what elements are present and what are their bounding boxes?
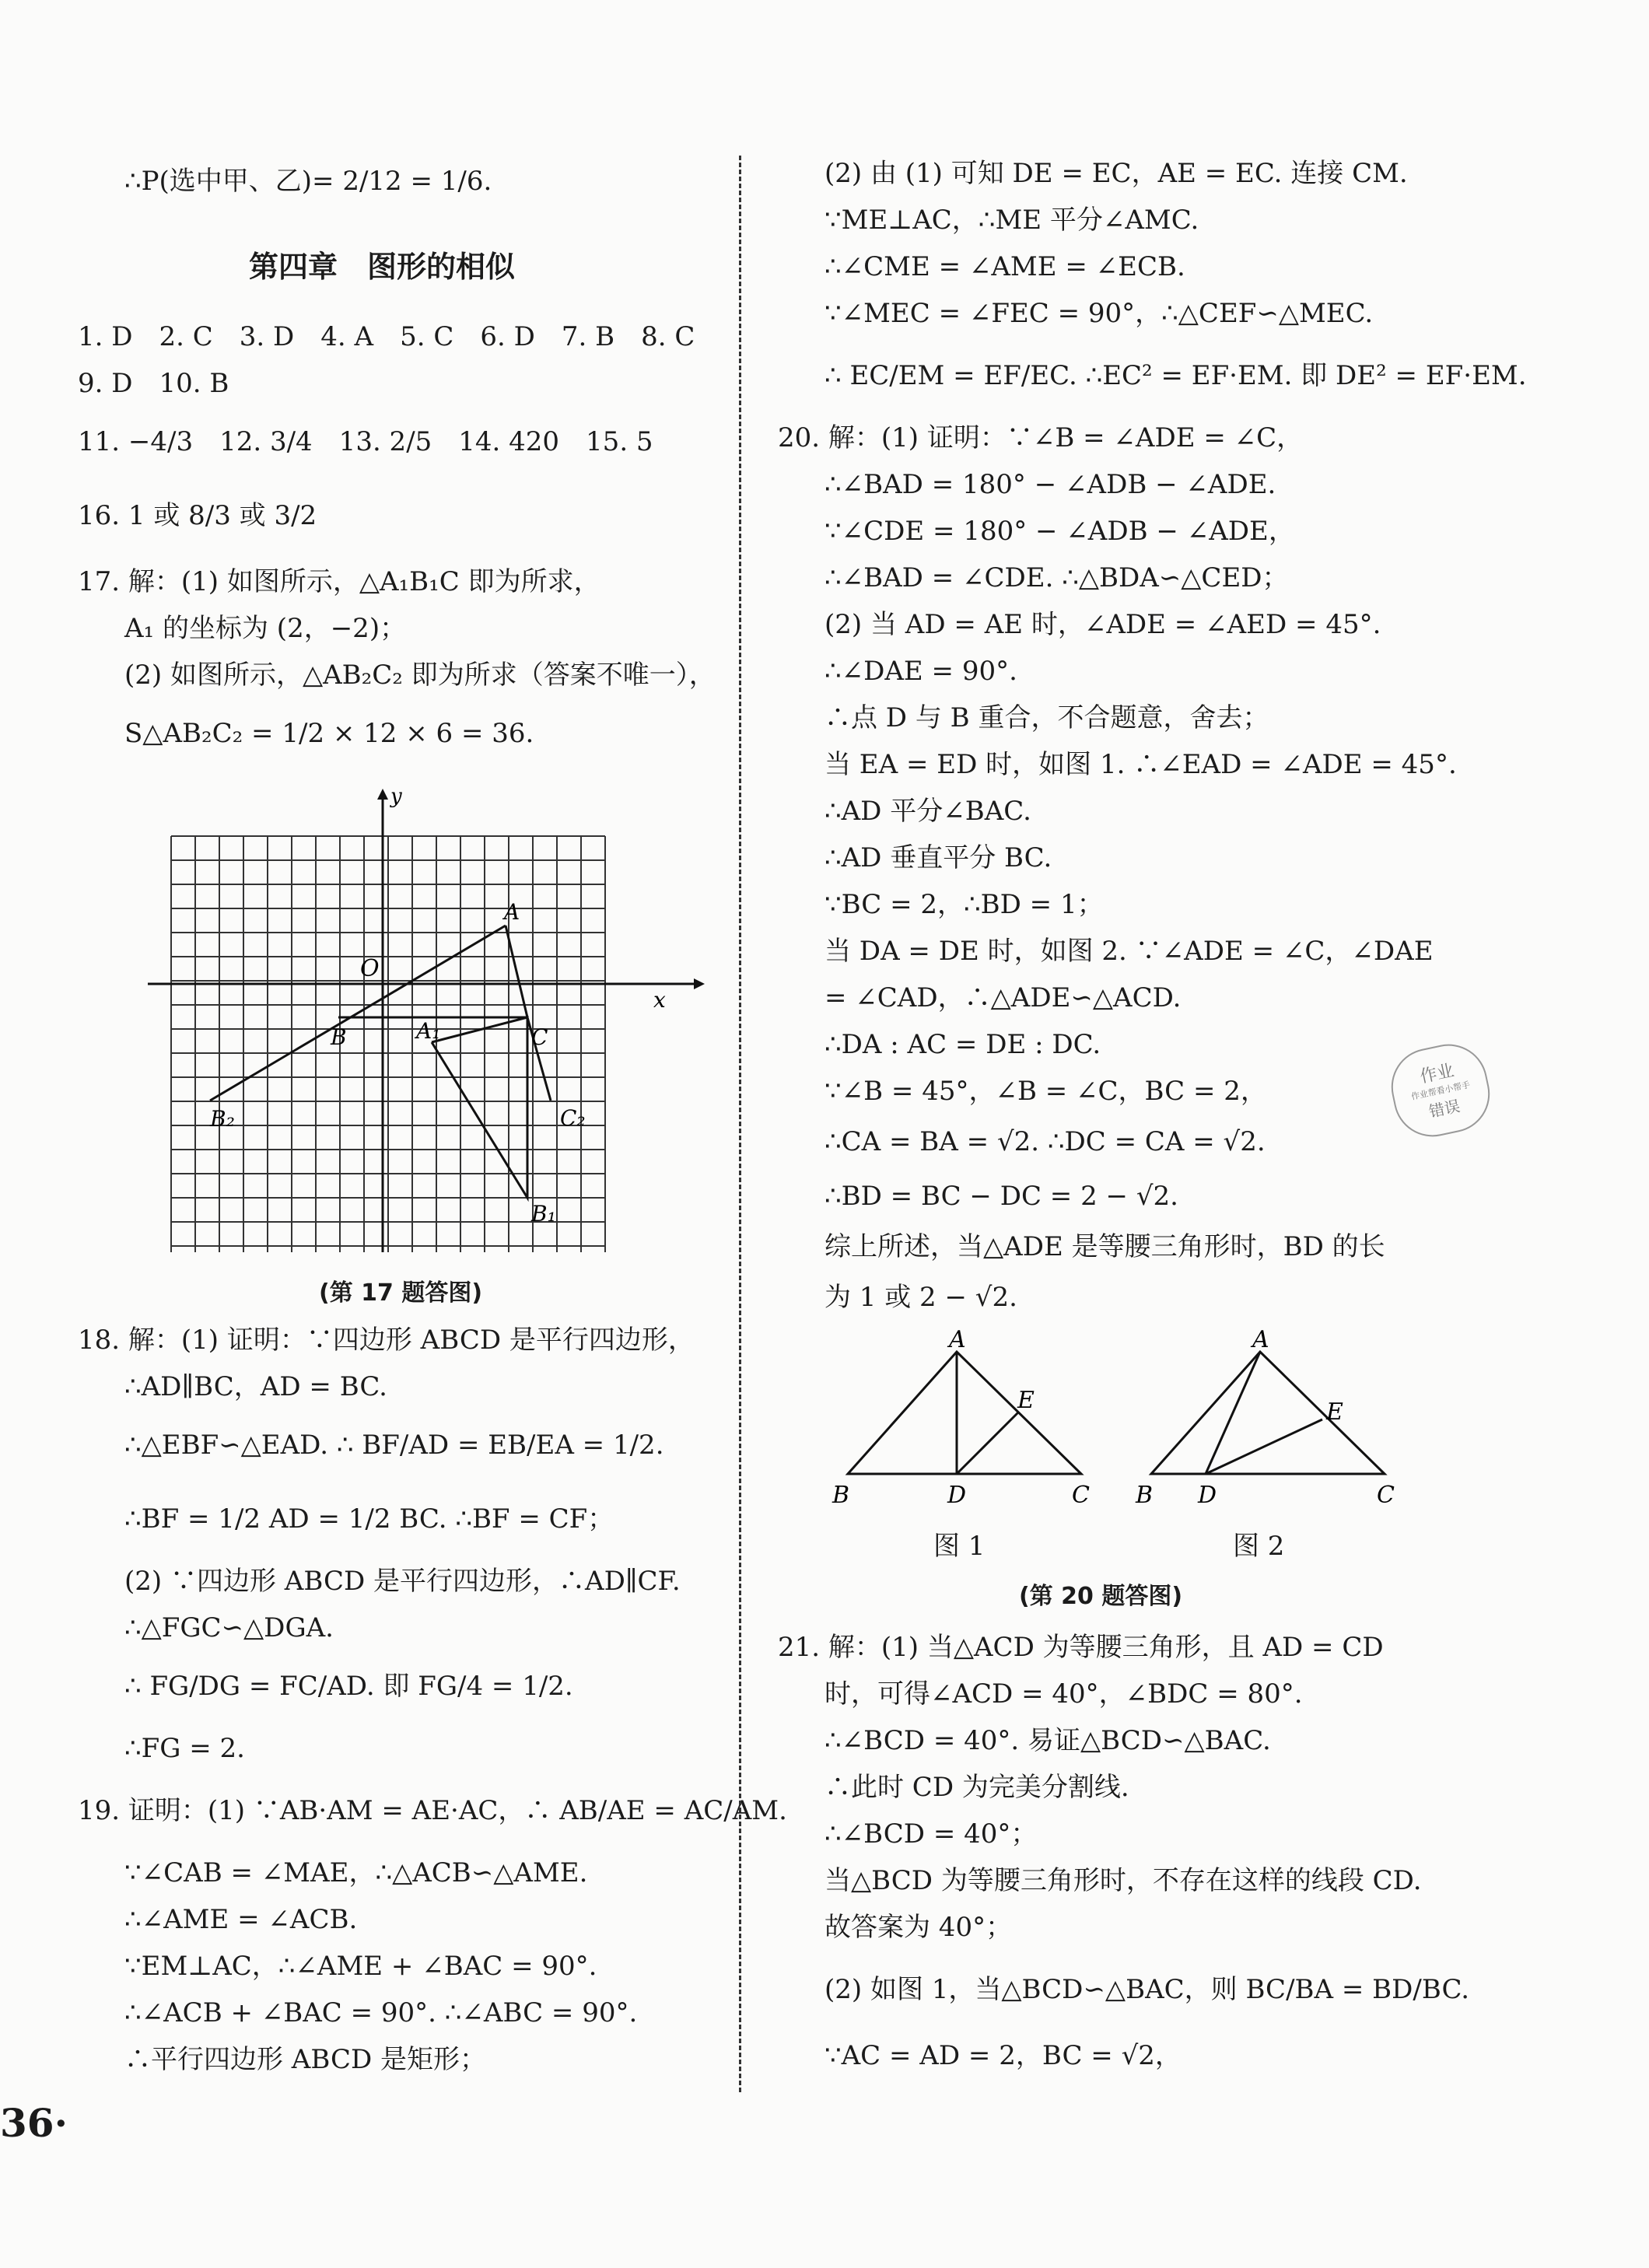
page-number: 36· — [0, 2100, 68, 2146]
right-line-25: 图 2 — [1233, 1531, 1285, 1562]
right-line-17: = ∠CAD，∴△ADE∽△ACD. — [824, 982, 1182, 1013]
right-line-4: ∴ EC/EM = EF/EC. ∴EC² = EF·EM. 即 DE² = EF·EM. — [824, 360, 1527, 391]
fig2-label-A: A — [1252, 1330, 1269, 1353]
left-line-11: 18. 解：(1) 证明：∵四边形 ABCD 是平行四边形， — [78, 1325, 695, 1356]
right-line-27: 21. 解：(1) 当△ACD 为等腰三角形，且 AD = CD — [778, 1632, 1384, 1663]
right-line-28: 时，可得∠ACD = 40°，∠BDC = 80°. — [824, 1678, 1303, 1710]
right-line-11: ∴点 D 与 B 重合，不合题意，舍去； — [824, 702, 1269, 733]
label-C2: C₂ — [560, 1105, 586, 1131]
right-line-2: ∴∠CME = ∠AME = ∠ECB. — [824, 251, 1185, 282]
left-line-20: ∵∠CAB = ∠MAE，∴△ACB∽△AME. — [124, 1857, 588, 1888]
left-line-12: ∴AD∥BC，AD = BC. — [124, 1371, 387, 1402]
left-line-18: ∴FG = 2. — [124, 1733, 245, 1764]
fig2-label-C: C — [1377, 1482, 1395, 1509]
right-line-8: ∴∠BAD = ∠CDE. ∴△BDA∽△CED； — [824, 562, 1289, 593]
left-line-10: (第 17 题答图) — [319, 1279, 483, 1307]
left-line-1: 第四章 图形的相似 — [249, 250, 516, 284]
left-line-14: ∴BF = 1/2 AD = 1/2 BC. ∴BF = CF； — [124, 1503, 614, 1535]
right-line-35: ∵AC = AD = 2，BC = √2， — [824, 2040, 1182, 2071]
left-line-13: ∴△EBF∽△EAD. ∴ BF/AD = EB/EA = 1/2. — [124, 1430, 664, 1461]
label-A1: A₁ — [416, 1018, 441, 1044]
right-line-7: ∵∠CDE = 180° − ∠ADB − ∠ADE， — [824, 516, 1295, 547]
label-O: O — [360, 955, 380, 982]
left-line-15: (2) ∵四边形 ABCD 是平行四边形，∴AD∥CF. — [124, 1566, 681, 1597]
left-line-8: (2) 如图所示，△AB₂C₂ 即为所求（答案不唯一）， — [124, 660, 716, 691]
right-line-9: (2) 当 AD = AE 时，∠ADE = ∠AED = 45°. — [824, 609, 1381, 640]
right-line-14: ∴AD 垂直平分 BC. — [824, 842, 1052, 873]
left-line-19: 19. 证明：(1) ∵AB·AM = AE·AC，∴ AB/AE = AC/AM. — [78, 1795, 787, 1826]
left-line-0: ∴P(选中甲、乙)= 2/12 = 1/6. — [124, 166, 492, 197]
fig1-DE — [957, 1412, 1019, 1474]
fig1-label-E: E — [1017, 1387, 1035, 1414]
fig2-label-D: D — [1198, 1482, 1217, 1509]
right-line-33: 故答案为 40°； — [824, 1912, 1013, 1943]
right-line-26: (第 20 题答图) — [1019, 1583, 1183, 1610]
right-line-18: ∴DA : AC = DE : DC. — [824, 1029, 1101, 1060]
fig1-label-C: C — [1072, 1482, 1090, 1509]
left-line-2: 1. D 2. C 3. D 4. A 5. C 6. D 7. B 8. C — [78, 321, 695, 352]
right-line-31: ∴∠BCD = 40°； — [824, 1818, 1038, 1850]
figure-20 — [824, 1330, 1447, 1517]
right-line-15: ∵BC = 2，∴BD = 1； — [824, 889, 1104, 920]
fig1-label-D: D — [947, 1482, 967, 1509]
left-line-7: A₁ 的坐标为 (2，−2)； — [124, 613, 407, 644]
right-line-21: ∴BD = BC − DC = 2 − √2. — [824, 1181, 1178, 1212]
right-line-19: ∵∠B = 45°，∠B = ∠C，BC = 2， — [824, 1076, 1267, 1107]
right-line-0: (2) 由 (1) 可知 DE = EC，AE = EC. 连接 CM. — [824, 158, 1408, 189]
right-line-30: ∴此时 CD 为完美分割线. — [824, 1772, 1129, 1803]
right-line-20: ∴CA = BA = √2. ∴DC = CA = √2. — [824, 1126, 1266, 1157]
label-B: B — [331, 1024, 347, 1050]
left-line-4: 11. −4/3 12. 3/4 13. 2/5 14. 420 15. 5 — [78, 426, 653, 457]
fig2-label-E: E — [1326, 1398, 1343, 1426]
label-B2: B₂ — [210, 1106, 235, 1132]
right-line-24: 图 1 — [933, 1531, 986, 1562]
right-line-10: ∴∠DAE = 90°. — [824, 656, 1017, 687]
right-line-22: 综上所述，当△ADE 是等腰三角形时，BD 的长 — [824, 1231, 1385, 1262]
left-line-17: ∴ FG/DG = FC/AD. 即 FG/4 = 1/2. — [124, 1671, 573, 1702]
left-line-23: ∴∠ACB + ∠BAC = 90°. ∴∠ABC = 90°. — [124, 1997, 638, 2028]
fig1-triangle — [848, 1352, 1081, 1474]
triangle-A1B1C — [432, 1017, 527, 1198]
left-line-24: ∴平行四边形 ABCD 是矩形； — [124, 2044, 487, 2075]
left-line-16: ∴△FGC∽△DGA. — [124, 1612, 334, 1643]
left-line-9: S△AB₂C₂ = 1/2 × 12 × 6 = 36. — [124, 718, 534, 749]
label-A: A — [504, 899, 520, 925]
label-C: C — [531, 1024, 548, 1050]
right-line-5: 20. 解：(1) 证明：∵∠B = ∠ADE = ∠C， — [778, 422, 1304, 453]
label-y: y — [390, 786, 402, 808]
watermark-stamp: 作业 作业帮看小帮手 错误 — [1385, 1037, 1497, 1143]
column-divider — [739, 156, 741, 2092]
right-line-23: 为 1 或 2 − √2. — [824, 1282, 1017, 1313]
figure-17-grid — [140, 786, 716, 1252]
label-x: x — [653, 987, 666, 1013]
right-line-12: 当 EA = ED 时，如图 1. ∴∠EAD = ∠ADE = 45°. — [824, 749, 1457, 780]
fig2-AD — [1206, 1352, 1260, 1474]
label-B1: B₁ — [531, 1201, 556, 1227]
left-line-3: 9. D 10. B — [78, 368, 229, 399]
right-line-13: ∴AD 平分∠BAC. — [824, 796, 1031, 827]
right-line-6: ∴∠BAD = 180° − ∠ADB − ∠ADE. — [824, 469, 1276, 500]
right-line-16: 当 DA = DE 时，如图 2. ∵∠ADE = ∠C，∠DAE — [824, 936, 1434, 967]
left-line-6: 17. 解：(1) 如图所示，△A₁B₁C 即为所求， — [78, 566, 600, 597]
fig2-triangle — [1151, 1352, 1385, 1474]
right-line-3: ∵∠MEC = ∠FEC = 90°，∴△CEF∽△MEC. — [824, 298, 1374, 329]
left-line-5: 16. 1 或 8/3 或 3/2 — [78, 500, 317, 531]
left-line-21: ∴∠AME = ∠ACB. — [124, 1904, 358, 1935]
right-line-1: ∵ME⊥AC，∴ME 平分∠AMC. — [824, 205, 1199, 236]
fig1-label-A: A — [949, 1330, 966, 1353]
right-line-29: ∴∠BCD = 40°. 易证△BCD∽△BAC. — [824, 1725, 1271, 1756]
fig2-DE — [1206, 1419, 1322, 1474]
right-line-34: (2) 如图 1，当△BCD∽△BAC，则 BC/BA = BD/BC. — [824, 1974, 1470, 2005]
fig1-label-B: B — [832, 1482, 850, 1509]
fig2-label-B: B — [1136, 1482, 1154, 1509]
right-line-32: 当△BCD 为等腰三角形时，不存在这样的线段 CD. — [824, 1865, 1422, 1896]
left-line-22: ∵EM⊥AC，∴∠AME + ∠BAC = 90°. — [124, 1951, 597, 1982]
